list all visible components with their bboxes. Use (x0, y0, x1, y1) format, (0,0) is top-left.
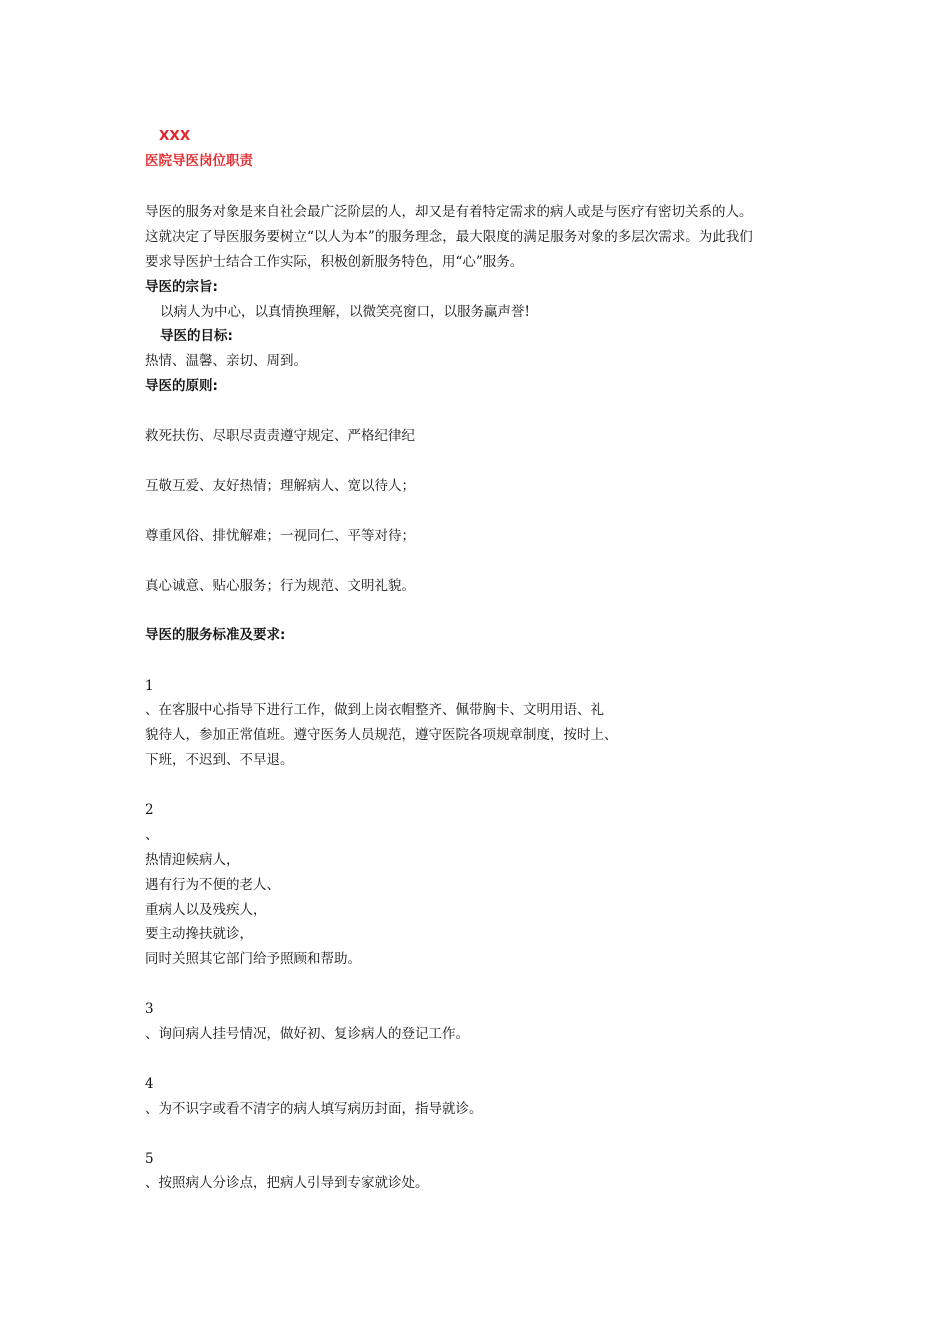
item-line: 、 (145, 827, 159, 843)
principle-line: 互敬互爱、友好热情；理解病人、宽以待人； (145, 478, 415, 494)
intro-line: 要求导医护士结合工作实际，积极创新服务特色，用“心”服务。 (145, 254, 524, 270)
item-number: 2 (145, 802, 154, 818)
purpose-text: 以病人为中心，以真情换理解，以微笑亮窗口，以服务赢声誉! (160, 304, 530, 320)
principle-heading: 导医的原则: (145, 378, 218, 394)
item-line: 重病人以及残疾人， (145, 902, 267, 918)
item-number: 4 (145, 1076, 154, 1092)
item-number: 3 (145, 1001, 154, 1017)
item-line: 同时关照其它部门给予照顾和帮助。 (145, 951, 361, 967)
item-line: 下班，不迟到、不早退。 (145, 752, 294, 768)
item-line: 、为不识字或看不清字的病人填写病历封面，指导就诊。 (145, 1101, 483, 1117)
item-line: 貌待人，参加正常值班。遵守医务人员规范，遵守医院各项规章制度，按时上、 (145, 727, 618, 743)
item-line: 、在客服中心指导下进行工作，做到上岗衣帽整齐、佩带胸卡、文明用语、礼 (145, 702, 604, 718)
item-number: 1 (145, 678, 154, 694)
principle-line: 救死扶伤、尽职尽责责遵守规定、严格纪律纪 (145, 428, 415, 444)
intro-line: 这就决定了导医服务要树立“以人为本”的服务理念，最大限度的满足服务对象的多层次需求。为此我们 (145, 229, 753, 245)
title-prefix: XXX (159, 128, 191, 144)
principle-line: 尊重风俗、排忧解难；一视同仁、平等对待； (145, 528, 415, 544)
goal-heading: 导医的目标: (160, 328, 233, 344)
item-number: 5 (145, 1151, 154, 1167)
item-line: 、按照病人分诊点，把病人引导到专家就诊处。 (145, 1175, 429, 1191)
item-line: 热情迎候病人， (145, 852, 240, 868)
page-title: 医院导医岗位职责 (145, 153, 253, 169)
item-line: 、询问病人挂号情况，做好初、复诊病人的登记工作。 (145, 1026, 469, 1042)
goal-text: 热情、温馨、亲切、周到。 (145, 353, 307, 369)
item-line: 遇有行为不便的老人、 (145, 877, 280, 893)
standards-heading: 导医的服务标准及要求: (145, 627, 286, 643)
purpose-heading: 导医的宗旨: (145, 279, 218, 295)
principle-line: 真心诚意、贴心服务；行为规范、文明礼貌。 (145, 578, 415, 594)
intro-line: 导医的服务对象是来自社会最广泛阶层的人，却又是有着特定需求的病人或是与医疗有密切关系的人。 (145, 204, 753, 220)
item-line: 要主动搀扶就诊， (145, 926, 253, 942)
